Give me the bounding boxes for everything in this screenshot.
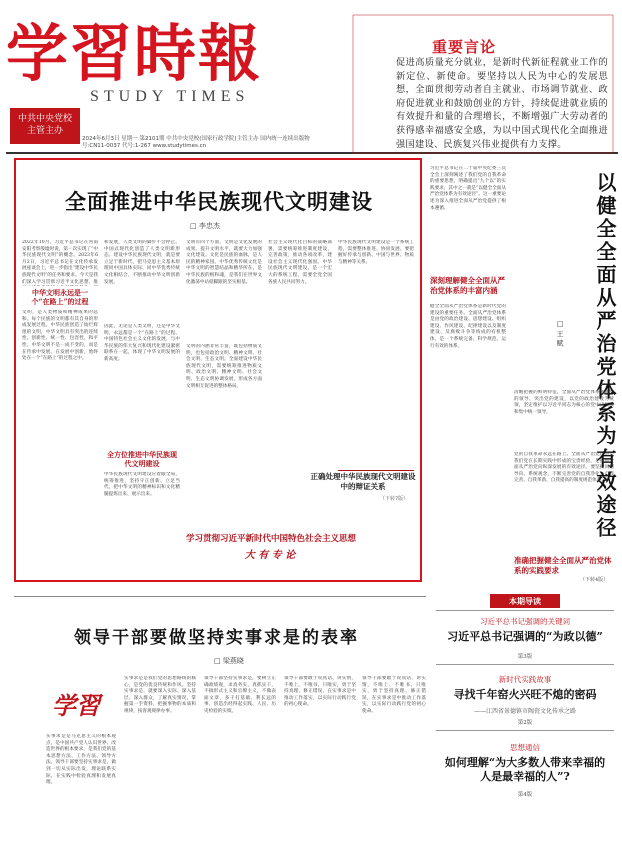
masthead-english: STUDY TIMES	[90, 88, 250, 105]
right-essay-col2b: 党的自我革命永远在路上。全面从严治党体系是我们党在长期实践中形成的宝贵经验，是推进全面从严治党向纵深发展的有效途径。要坚持问题导向、系统观念，不断完善党的自我净化、自我完善、自我革新、自我提高的制度规范体系。	[514, 452, 614, 484]
lead-banner-2: 大 有 专 论	[244, 550, 296, 561]
right-essay-continued: （下转4版）	[580, 577, 609, 583]
issue-item-title[interactable]: 习近平总书记强调的“为政以德”	[447, 630, 603, 643]
lead-col2c: 中华民族现代文明建设应着眼全局，统筹推进，坚持守正创新、立足当代，把中华文明的精神标识和文化精髓提炼出来、展示出来。	[104, 472, 180, 497]
right-essay-col1: 习近平总书记在二十届中央纪委三次全会上深刻阐述了我们党的自我革命的重要思想，明确提出“九个以”的实践要求，其中之一就是“以健全全面从严治党体系为有效途径”。这一重要论述为深入推进全面从严治党提供了根本遵循。	[430, 166, 506, 211]
masthead-info: 2024年6月3日 星期一 第2101期 中共中央党校(国家行政学院)主管主办 国内统一连续出版物号:CN11-0037 代号:1-267 www.studytimes.cn	[82, 136, 310, 149]
issue-item-title[interactable]: 寻找千年窑火兴旺不熄的密码	[453, 688, 597, 701]
lead-continued: （下转7版）	[380, 496, 409, 502]
issue-item-category: 习近平总书记强调的关键词	[480, 617, 570, 626]
lower-divider	[14, 596, 426, 597]
issue-item-rule	[436, 664, 614, 665]
lower-col2: 实事求是是我们党的思想路线的核心，是党的优良传统和作风。坚持实事求是，就要深入实际、深入基层、深入群众，了解真实情况，掌握第一手资料，把握事物的本质和规律，按客观规律办事。	[124, 676, 196, 714]
issue-item-subtitle: ——江西省景德镇市陶瓷文化传承之路	[473, 708, 576, 715]
lead-col3: 文明有四个方面，文明是文化发展的成果。提升文明水平，就要大力加强文化建设。文化是民族的血脉，是人民的精神家园。中华优秀传统文化是中华文明的智慧结晶和精华所在，是中华民族的根和魂，是我们在世界文化激荡中站稳脚跟的坚实根基。	[186, 240, 262, 285]
this-issue-rule-top	[436, 610, 614, 611]
issue-item-page: 第3版	[517, 654, 533, 660]
right-essay-author: □ 王 赋	[556, 320, 564, 347]
lead-col2: 和发展，人类文明的脚步不会停止。中国式现代化创造了人类文明新形态。建设中华民族现代文明，就是要立足于新时代，把马克思主义基本原理同中国具体实际、同中华优秀传统文化相结合，不断推动中华文明创新发展。	[104, 240, 180, 285]
lead-col1: 2022年10月，习近平总书记在河南安阳考察殷墟时说，第一次实现了“中华民族现代文明”的概念。2023年6月2日，习近平总书记在文化传承发展座谈会上，进一步指出“建设中华民族现代文明”的任务和要求。今天是我们深入学习贯彻习近平文化思想、推	[22, 240, 98, 285]
issue-item-rule	[436, 730, 614, 731]
issue-item-category: 新时代实践故事	[498, 675, 552, 684]
lead-col4: 社会主义现代化目标的战略部署，需要统筹推进制度建设，完善政策，推动各项改革，建设社会主义现代化强国。中华民族现代文明建设，是一个宏大的系统工程，需要全党全国各族人民共同努力。	[268, 240, 332, 285]
lower-article-title[interactable]: 领导干部要做坚持实事求是的表率	[74, 628, 359, 648]
lower-author: □ 梁燕晓	[214, 657, 244, 665]
lead-col1b: 文明，是人类物质和精神成果的总和。每个民族的文明都有其自身的形成发展过程。中华民族创造了灿烂辉煌的文明，中华文明具有突出的连续性、创新性、统一性、包容性、和平性。中华文明不是一成不变的，而是在传承中发展、在发展中创新，始终处在一个“在路上”的过程之中。	[22, 310, 98, 362]
right-essay-col1b: 健全全面从严治党体系是新时代党的建设的重要任务。全面从严治党体系是由党的政治建设、思想建设、组织建设、作风建设、纪律建设以及制度建设、反腐败斗争等构成的有机整体，是一个系统完备、科学规范、运行有效的体系。	[430, 304, 506, 349]
issue-item-page: 第2版	[517, 720, 533, 726]
lead-subhead-2: 全方位推进中华民族现代文明建设	[107, 450, 177, 468]
important-heading: 重要言论	[432, 38, 497, 56]
lead-author: □ 李忠杰	[190, 222, 220, 230]
lower-column-logo: 学習	[52, 691, 100, 720]
masthead-seal	[10, 108, 80, 144]
right-essay-subhead-2: 准确把握健全全面从严治党体系的实践要求	[514, 556, 612, 575]
lead-subhead-1: 中华文明永远是一个“在路上”的过程	[31, 288, 89, 306]
lead-banner: 学习贯彻习近平新时代中国特色社会主义思想	[185, 534, 356, 544]
lead-article-title[interactable]: 全面推进中华民族现代文明建设	[65, 190, 373, 214]
masthead-title: 学習時報	[6, 17, 263, 90]
issue-item-page: 第4版	[517, 792, 533, 798]
lower-col5: 领导干部要敢于说真话、讲实情，不唯上、不唯书、只唯实，勇于坚持真理、修正错误，在实事求是中推动工作落实，以实际行动践行党的初心使命。	[362, 676, 426, 714]
right-essay-title[interactable]: 以健全全面从严治党体系为有效途径	[593, 172, 617, 540]
seal-line-2: 主管主办	[26, 126, 63, 136]
lead-col5: 中华民族现代文明建设是一个系统工程，需要整体推进、协同发展。要把握好传承与创新、中国与世界、物质与精神等关系。	[338, 240, 414, 265]
lower-col4: 领导干部要敢于说真话、讲实情，不唯上、不唯书、只唯实，勇于坚持真理、修正错误，在实事求是中推动工作落实，以实际行动践行党的初心使命。	[284, 676, 356, 708]
lead-col2b: 因此，无论是人类文明，还是中华文明，永远都是一个“在路上”的过程。中国特色社会主义文化的发展，与中华民族的伟大复兴和现代化建设紧密联系在一起，体现了中华文明发展的新高度。	[104, 324, 180, 362]
important-text: 促进高质量充分就业，是新时代新征程就业工作的新定位、新使命。要坚持以人民为中心的发展思想，全面贯彻劳动者自主就业、市场调节就业、政府促进就业和鼓励创业的方针，持续促进就业质的有效提升和量的合理增长，不断增强广大劳动者的获得感幸福感安全感，为以中国式现代化全面推进强国建设、民族复兴伟业提供有力支撑。	[396, 57, 608, 150]
lower-col3: 领导干部坚持实事求是，要树立正确政绩观，求真务实、真抓实干，不搞形式主义和官僚主义，不做表面文章，多干打基础、利长远的事，创造出经得起实践、人民、历史检验的实绩。	[204, 676, 276, 714]
seal-line-1: 中共中央党校	[17, 114, 72, 124]
right-essay-subhead-1: 深刻理解健全全面从严治党体系的丰富内涵	[430, 276, 505, 295]
issue-item-category: 思想通信	[510, 743, 540, 752]
issue-item-title[interactable]: 如何理解“为大多数人带来幸福的人是最幸福的人”?	[444, 756, 606, 783]
right-essay-col2: 清醒把握的鲜明特征，全面从严治党体系强调党的领导、突出党的建设，以党的政治建设为统领，坚定维护以习近平同志为核心的党中央权威和集中统一领导。	[514, 390, 614, 415]
subhead-3-rule	[338, 470, 414, 471]
this-issue-heading: 本期导读	[490, 594, 560, 608]
lead-col3b: 文明的内涵非常丰富，既包括物质文明，也包括政治文明、精神文明、社会文明、生态文明。全面建设中华民族现代文明，需要统筹推进物质文明、政治文明、精神文明、社会文明、生态文明协调发展，形成各方面文明相互促进的整体格局。	[186, 344, 262, 389]
lower-col1: 实事求是是马克思主义的根本观点，是中国共产党人认识世界、改造世界的根本要求，是我们党的基本思想方法、工作方法、领导方法。领导干部要坚持实事求是，做到一切从实际出发，理论联系实际，在实践中检验真理和发展真理。	[46, 734, 116, 786]
lead-subhead-3: 正确处理中华民族现代文明建设中的辩证关系	[310, 472, 416, 491]
